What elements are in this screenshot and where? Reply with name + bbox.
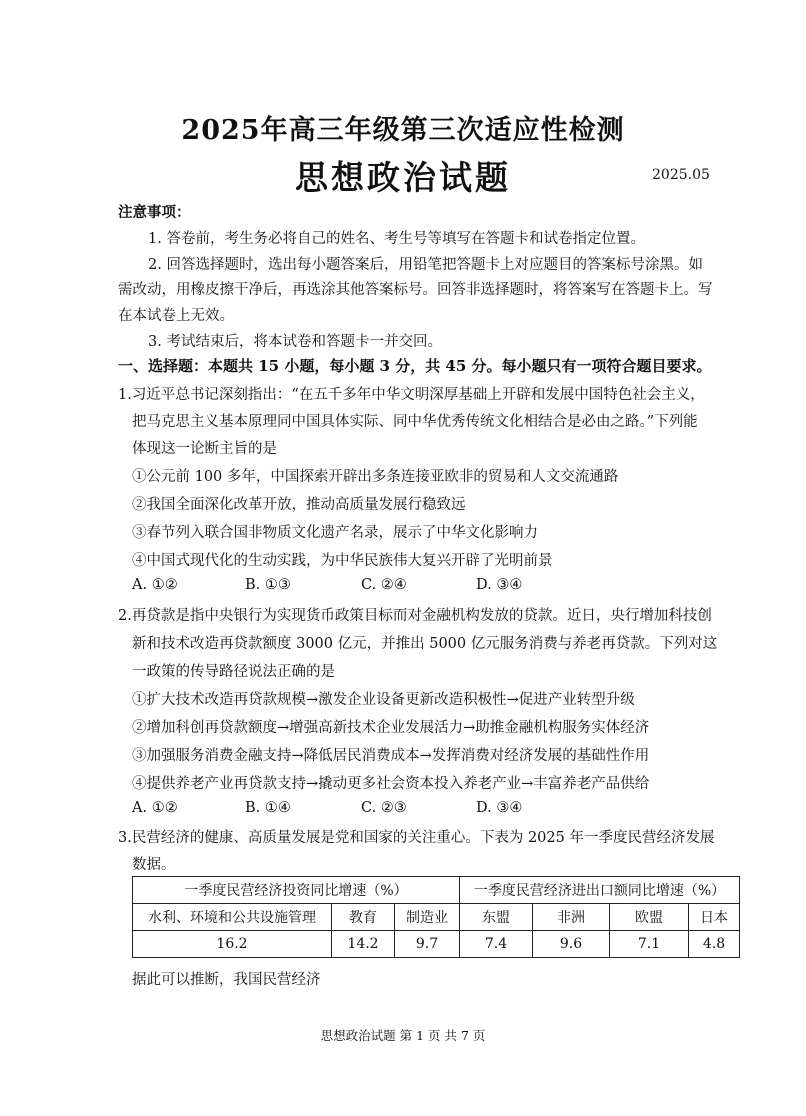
notice-item-1: 1. 答卷前，考生务必将自己的姓名、考生号等填写在答题卡和试卷指定位置。: [148, 231, 645, 247]
option-c: C. ②④: [361, 577, 407, 593]
question-1-options: [132, 577, 522, 593]
option-a: A. ①②: [132, 577, 178, 593]
option-c: C. ②③: [361, 800, 407, 816]
table-cell: 16.2: [133, 931, 332, 958]
section-heading: 一、选择题：本题共 15 小题，每小题 3 分，共 45 分。每小题只有一项符合题目要求。: [118, 357, 712, 375]
table-cell: 9.6: [533, 931, 610, 958]
notice-item-2-cont: 在本试卷上无效。: [118, 308, 234, 324]
question-1-statement: ②我国全面深化改革开放，推动高质量发展行稳致远: [132, 497, 466, 513]
table-header-cell: 水利、环境和公共设施管理: [133, 904, 332, 931]
subject-title: 思想政治试题: [295, 158, 511, 197]
table-header-cell: 教育: [332, 904, 395, 931]
notice-item-2: 2. 回答选择题时，选出每小题答案后，用铅笔把答题卡上对应题目的答案标号涂黑。如: [148, 257, 703, 273]
table-header-cell: 制造业: [395, 904, 460, 931]
notice-item-2-cont: 需改动，用橡皮擦干净后，再选涂其他答案标号。回答非选择题时，将答案写在答题卡上。写: [118, 282, 713, 298]
table-cell: 7.4: [460, 931, 533, 958]
question-3-prompt: 据此可以推断，我国民营经济: [132, 972, 321, 988]
table-header-cell: 东盟: [460, 904, 533, 931]
table-cell: 4.8: [689, 931, 740, 958]
table-header-cell: 欧盟: [610, 904, 689, 931]
question-2-stem: 新和技术改造再贷款额度 3000 亿元，并推出 5000 亿元服务消费与养老再贷款。下列对这: [132, 636, 718, 652]
table-cell: 7.1: [610, 931, 689, 958]
question-2-statement: ④提供养老产业再贷款支持→撬动更多社会资本投入养老产业→丰富养老产品供给: [132, 776, 650, 792]
question-2-statement: ①扩大技术改造再贷款规模→激发企业设备更新改造积极性→促进产业转型升级: [132, 692, 635, 708]
question-2-stem: 2.再贷款是指中央银行为实现货币政策目标而对金融机构发放的贷款。近日，央行增加科技创: [118, 608, 712, 624]
question-1-stem: 把马克思主义基本原理同中国具体实际、同中华优秀传统文化相结合是必由之路。”下列能: [132, 414, 698, 430]
question-1-stem: 体现这一论断主旨的是: [132, 441, 277, 457]
question-1-statement: ①公元前 100 多年，中国探索开辟出多条连接亚欧非的贸易和人文交流通路: [132, 469, 619, 485]
option-a: A. ①②: [132, 800, 178, 816]
question-2-stem: 一政策的传导路径说法正确的是: [132, 664, 335, 680]
question-1-statement: ③春节列入联合国非物质文化遗产名录，展示了中华文化影响力: [132, 525, 538, 541]
option-d: D. ③④: [476, 800, 523, 816]
data-table: [132, 876, 740, 958]
option-d: D. ③④: [476, 577, 523, 593]
table-cell: 9.7: [395, 931, 460, 958]
table-group-header: 一季度民营经济投资同比增速（%）: [133, 877, 460, 904]
table-cell: 14.2: [332, 931, 395, 958]
table-header-cell: 非洲: [533, 904, 610, 931]
question-1-stem: 1.习近平总书记深刻指出：“在五千多年中华文明深厚基础上开辟和发展中国特色社会主义，: [118, 387, 705, 403]
table-row: [133, 931, 740, 958]
table-header-row: [133, 904, 740, 931]
question-3-stem: 数据。: [132, 857, 176, 873]
exam-date: 2025.05: [652, 167, 710, 183]
question-3-stem: 3.民营经济的健康、高质量发展是党和国家的关注重心。下表为 2025 年一季度民营经济发展: [118, 830, 715, 846]
question-2-statement: ③加强服务消费金融支持→降低居民消费成本→发挥消费对经济发展的基础性作用: [132, 748, 650, 764]
notice-heading: 注意事项：: [118, 204, 191, 221]
table-group-header: 一季度民营经济进出口额同比增速（%）: [460, 877, 740, 904]
question-1-statement: ④中国式现代化的生动实践，为中华民族伟大复兴开辟了光明前景: [132, 553, 553, 569]
table-header-cell: 日本: [689, 904, 740, 931]
page-footer: 思想政治试题 第 1 页 共 7 页: [320, 1028, 486, 1043]
exam-title: 2025年高三年级第三次适应性检测: [181, 115, 625, 146]
question-2-statement: ②增加科创再贷款额度→增强高新技术企业发展活力→助推金融机构服务实体经济: [132, 720, 650, 736]
notice-item-3: 3. 考试结束后，将本试卷和答题卡一并交回。: [148, 334, 442, 350]
question-2-options: [132, 800, 522, 816]
table-group-row: [133, 877, 740, 904]
option-b: B. ①③: [245, 577, 291, 593]
option-b: B. ①④: [245, 800, 291, 816]
